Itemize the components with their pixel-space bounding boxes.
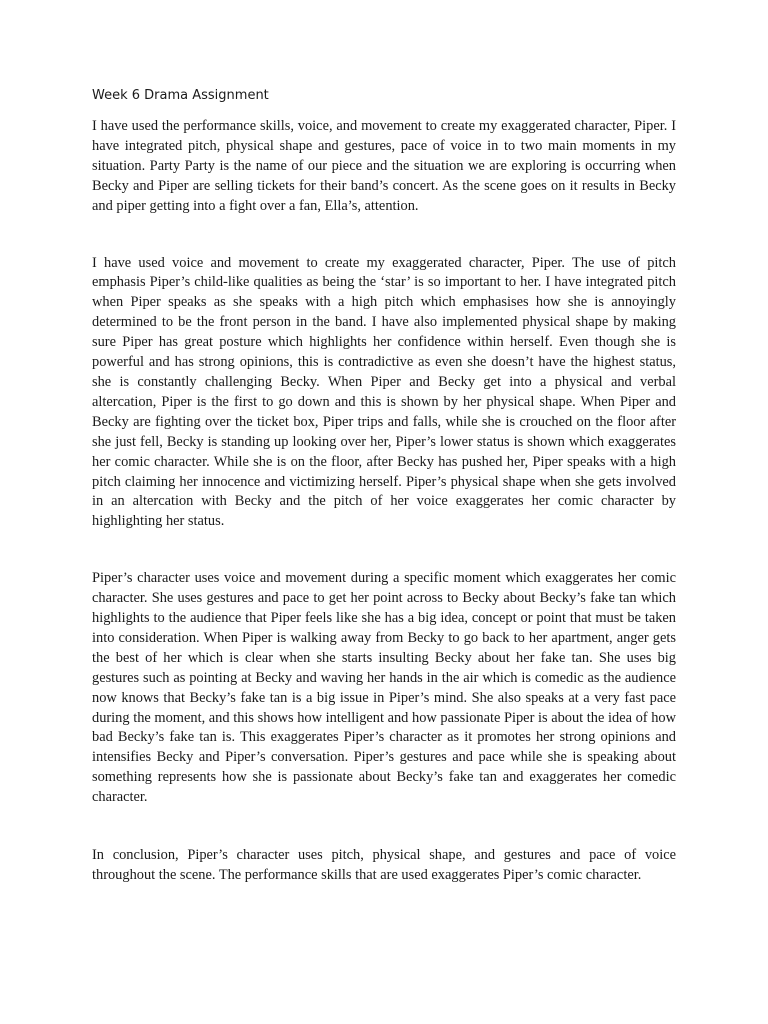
- paragraph-conclusion: In conclusion, Piper’s character uses pitch, physical shape, and gestures and pace of voice throughout the scene. The performance skills that are used exaggerates Piper’s comic character.: [92, 847, 676, 883]
- paragraph-introduction: I have used the performance skills, voice, and movement to create my exaggerated character, Piper. I have integrated pitch, physical shape and gestures, pace of voice in to two main moments in my situation. Party Party is the name of our piece and the situation we are exploring is occurring when Becky and Piper are selling tickets for their band’s concert. As the scene goes on it results in Becky and piper getting into a fight over a fan, Ella’s, attention.: [92, 118, 676, 214]
- paragraph-pitch-physical-shape: I have used voice and movement to create my exaggerated character, Piper. The use of pitch emphasis Piper’s child-like qualities as being the ‘star’ is so important to her. I have integrated pitch when Piper speaks as she speaks with a high pitch which emphasises how she is annoyingly determined to be the front person in the band. I have also implemented physical shape by making sure Piper has great posture which highlights her confidence within herself. Even though she is powerful and has strong opinions, this is contradictive as even she doesn’t have the highest status, she is constantly challenging Becky. When Piper and Becky get into a physical and verbal altercation, Piper is the first to go down and this is shown by her physical shape. When Piper and Becky are fighting over the ticket box, Piper trips and falls, while she is crouched on the floor after she just fell, Becky is standing up looking over her, Piper’s lower status is shown which exaggerates her comic character. While she is on the floor, after Becky has pushed her, Piper speaks with a high pitch claiming her innocence and victimizing herself. Piper’s physical shape when she gets involved in an altercation with Becky and the pitch of her voice exaggerates her comic character by highlighting her status.: [92, 254, 676, 530]
- document-page: [92, 86, 676, 886]
- document-title: Week 6 Drama Assignment: [92, 88, 269, 103]
- paragraph-gestures-pace: Piper’s character uses voice and movement during a specific moment which exaggerates her comic character. She uses gestures and pace to get her point across to Becky about Becky’s fake tan which highlights to the audience that Piper feels like she has a big idea, concept or point that must be taken into consideration. When Piper is walking away from Becky to go back to her apartment, anger gets the best of her which is clear when she starts insulting Becky about her fake tan. She uses big gestures such as pointing at Becky and waving her hands in the air which is comedic as the audience now knows that Becky’s fake tan is a big issue in Piper’s mind. She also speaks at a very fast pace during the moment, and this shows how intelligent and how passionate Piper is about the idea of how bad Becky’s fake tan is. This exaggerates Piper’s character as it promotes her strong opinions and intensifies Becky and Piper’s conversation. Piper’s gestures and pace while she is speaking about something represents how she is passionate about Becky’s fake tan and exaggerates her comedic character.: [92, 570, 676, 806]
